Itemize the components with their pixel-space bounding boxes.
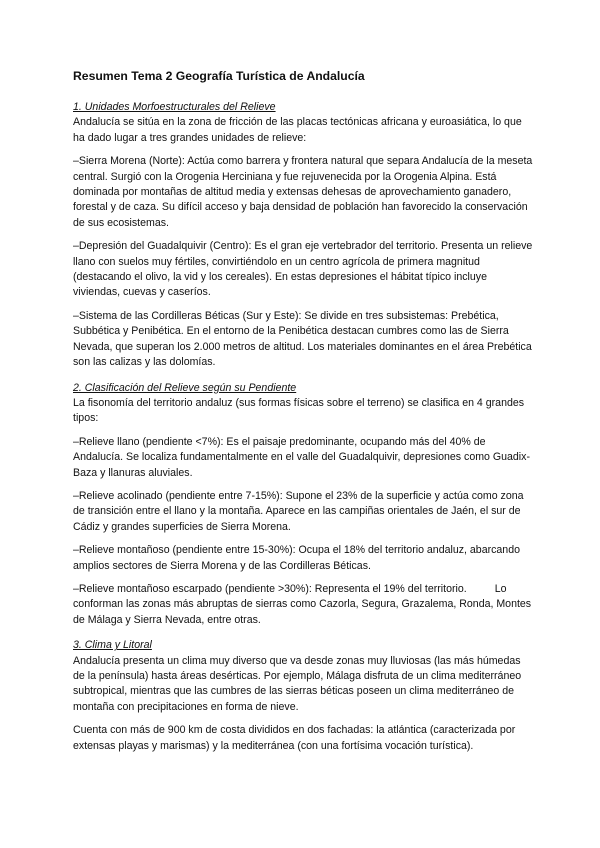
- paragraph: –Sierra Morena (Norte): Actúa como barrera y frontera natural que separa Andalucía de la meseta central. Surgió con la Orogenia Herciniana y fue rejuvenecida por la Orogenia Alpina. Está dominada por montañas de altitud media y extensas dehesas de aprovechamiento ganadero, forestal y de caza. Su difícil acceso y baja densidad de población han favorecido la conservación de sus ecosistemas.: [73, 155, 533, 229]
- paragraph: Cuenta con más de 900 km de costa divididos en dos fachadas: la atlántica (caracterizada por extensas playas y marismas) y la mediterránea (con una fortísima vocación turística).: [73, 724, 516, 752]
- document-title: Resumen Tema 2 Geografía Turística de Andalucía: [73, 69, 365, 83]
- paragraph: La fisonomía del territorio andaluz (sus formas físicas sobre el terreno) se clasifica en 4 grandes tipos:: [73, 396, 525, 425]
- paragraph: [73, 582, 533, 628]
- document-page: [73, 68, 533, 764]
- section-heading: 3. Clima y Litoral: [73, 639, 152, 652]
- section-slope-classification: [73, 381, 533, 629]
- paragraph: Andalucía se sitúa en la zona de fricción de las placas tectónicas africana y euroasiática, lo que ha dado lugar a tres grandes unidades de relieve:: [73, 116, 522, 144]
- paragraph-part: –Relieve montañoso escarpado (pendiente >30%): Representa el 19% del territorio.: [73, 582, 467, 595]
- section-heading: 2. Clasificación del Relieve según su Pendiente: [73, 381, 297, 394]
- section-heading: 1. Unidades Morfoestructurales del Relieve: [73, 101, 276, 113]
- paragraph: –Depresión del Guadalquivir (Centro): Es el gran eje vertebrador del territorio. Presenta un relieve llano con suelos muy fértiles, convirtiéndolo en un centro agrícola de primera magnitud (destacando el olivo, la vid y los cereales). En estas depresiones el hábitat típico incluye viviendas, cuevas y caseríos.: [73, 240, 533, 299]
- section-climate-coast: [73, 638, 533, 754]
- paragraph: –Sistema de las Cordilleras Béticas (Sur y Este): Se divide en tres subsistemas: Prebética, Subbética y Penibética. En el entorno de la Penibética destacan cumbres como las de Sierra Nevada, que superan los 2.000 metros de altitud. Los materiales dominantes en el área Prebética son las calizas y las dolomías.: [73, 309, 532, 369]
- section-relief-units: [73, 100, 533, 371]
- paragraph: –Relieve acolinado (pendiente entre 7-15%): Supone el 23% de la superficie y actúa como zona de transición entre el llano y la montaña. Aparece en las campiñas orientales de Jaén, el sur de Cádiz y grandes superficies de Sierra Morena.: [73, 489, 524, 533]
- paragraph: –Relieve llano (pendiente <7%): Es el paisaje predominante, ocupando más del 40% de Andalucía. Se localiza fundamentalmente en el valle del Guadalquivir, depresiones como Guadix-Baza y llanuras aluviales.: [73, 435, 530, 479]
- paragraph-part: Lo conforman las zonas más abruptas de sierras como Cazorla, Segura, Grazalema, Ronda, Montes de Málaga y Sierra Nevada, entre otras.: [73, 582, 532, 626]
- paragraph: Andalucía presenta un clima muy diverso que va desde zonas muy lluviosas (las más húmedas de la península) hasta áreas desérticas. Por ejemplo, Málaga disfruta de un clima mediterráneo subtropical, mientras que las cumbres de las sierras béticas poseen un clima mediterráneo de montaña con precipitaciones en forma de nieve.: [73, 654, 522, 713]
- paragraph: –Relieve montañoso (pendiente entre 15-30%): Ocupa el 18% del territorio andaluz, abarcando amplios sectores de Sierra Morena y de las Cordilleras Béticas.: [73, 544, 520, 572]
